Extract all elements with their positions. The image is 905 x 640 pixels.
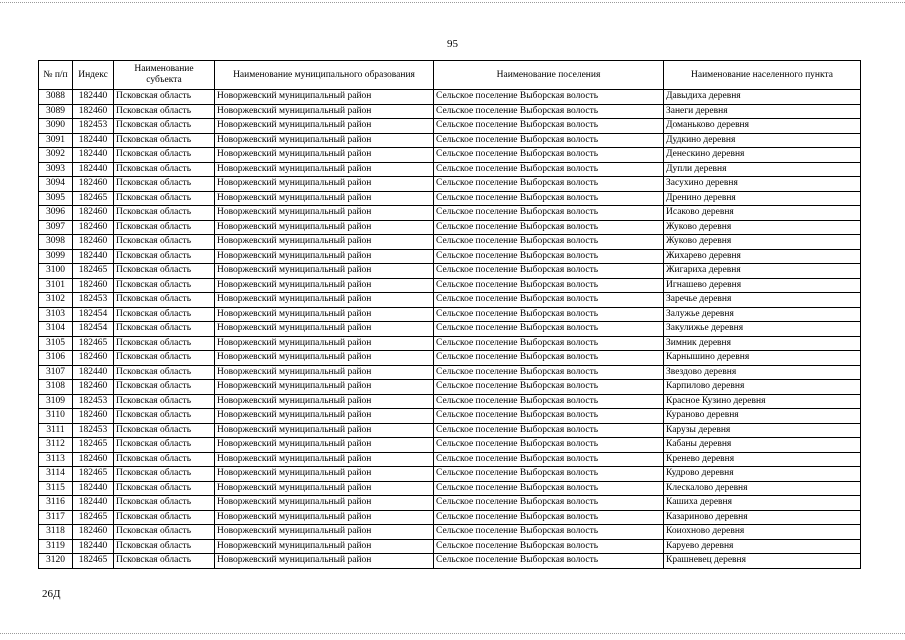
cell-subject: Псковская область [114, 365, 215, 380]
cell-locality: Зимник деревня [664, 336, 861, 351]
table-row [39, 278, 861, 293]
cell-number: 3108 [39, 380, 73, 395]
cell-settlement: Сельское поселение Выборская волость [434, 336, 664, 351]
cell-number: 3111 [39, 423, 73, 438]
cell-settlement: Сельское поселение Выборская волость [434, 554, 664, 569]
cell-locality: Денескино деревня [664, 148, 861, 163]
cell-municipality: Новоржевский муниципальный район [215, 119, 434, 134]
cell-municipality: Новоржевский муниципальный район [215, 438, 434, 453]
cell-municipality: Новоржевский муниципальный район [215, 148, 434, 163]
cell-index: 182440 [73, 148, 114, 163]
cell-subject: Псковская область [114, 554, 215, 569]
cell-settlement: Сельское поселение Выборская волость [434, 278, 664, 293]
cell-municipality: Новоржевский муниципальный район [215, 554, 434, 569]
cell-municipality: Новоржевский муниципальный район [215, 467, 434, 482]
cell-settlement: Сельское поселение Выборская волость [434, 438, 664, 453]
cell-index: 182465 [73, 554, 114, 569]
cell-number: 3103 [39, 307, 73, 322]
cell-index: 182465 [73, 467, 114, 482]
cell-index: 182460 [73, 452, 114, 467]
cell-municipality: Новоржевский муниципальный район [215, 307, 434, 322]
cell-settlement: Сельское поселение Выборская волость [434, 525, 664, 540]
cell-number: 3112 [39, 438, 73, 453]
cell-municipality: Новоржевский муниципальный район [215, 220, 434, 235]
cell-municipality: Новоржевский муниципальный район [215, 162, 434, 177]
table-row [39, 119, 861, 134]
cell-settlement: Сельское поселение Выборская волость [434, 496, 664, 511]
cell-index: 182440 [73, 249, 114, 264]
cell-settlement: Сельское поселение Выборская волость [434, 539, 664, 554]
cell-settlement: Сельское поселение Выборская волость [434, 148, 664, 163]
cell-number: 3104 [39, 322, 73, 337]
cell-number: 3096 [39, 206, 73, 221]
table-row [39, 351, 861, 366]
table-row [39, 191, 861, 206]
table-row [39, 162, 861, 177]
table-row [39, 394, 861, 409]
table-row [39, 307, 861, 322]
cell-subject: Псковская область [114, 264, 215, 279]
cell-number: 3101 [39, 278, 73, 293]
cell-locality: Засухино деревня [664, 177, 861, 192]
cell-number: 3102 [39, 293, 73, 308]
cell-settlement: Сельское поселение Выборская волость [434, 452, 664, 467]
cell-number: 3093 [39, 162, 73, 177]
cell-settlement: Сельское поселение Выборская волость [434, 467, 664, 482]
cell-settlement: Сельское поселение Выборская волость [434, 307, 664, 322]
cell-number: 3088 [39, 90, 73, 105]
cell-locality: Залужье деревня [664, 307, 861, 322]
table-row [39, 409, 861, 424]
cell-locality: Кашиха деревня [664, 496, 861, 511]
cell-municipality: Новоржевский муниципальный район [215, 539, 434, 554]
cell-locality: Жигариха деревня [664, 264, 861, 279]
cell-number: 3099 [39, 249, 73, 264]
table-row [39, 148, 861, 163]
cell-subject: Псковская область [114, 177, 215, 192]
cell-subject: Псковская область [114, 249, 215, 264]
cell-index: 182460 [73, 409, 114, 424]
cell-number: 3094 [39, 177, 73, 192]
cell-index: 182440 [73, 162, 114, 177]
page-number: 95 [447, 38, 458, 50]
cell-locality: Красное Кузино деревня [664, 394, 861, 409]
cell-number: 3098 [39, 235, 73, 250]
cell-locality: Кренево деревня [664, 452, 861, 467]
cell-locality: Дудкино деревня [664, 133, 861, 148]
cell-locality: Казариново деревня [664, 510, 861, 525]
cell-municipality: Новоржевский муниципальный район [215, 351, 434, 366]
cell-municipality: Новоржевский муниципальный район [215, 322, 434, 337]
cell-subject: Псковская область [114, 525, 215, 540]
cell-locality: Карнышино деревня [664, 351, 861, 366]
cell-municipality: Новоржевский муниципальный район [215, 249, 434, 264]
settlements-table [38, 60, 861, 569]
cell-subject: Псковская область [114, 394, 215, 409]
cell-subject: Псковская область [114, 423, 215, 438]
cell-municipality: Новоржевский муниципальный район [215, 191, 434, 206]
table-row [39, 539, 861, 554]
table-row [39, 510, 861, 525]
cell-number: 3089 [39, 104, 73, 119]
cell-settlement: Сельское поселение Выборская волость [434, 481, 664, 496]
cell-number: 3120 [39, 554, 73, 569]
cell-subject: Псковская область [114, 90, 215, 105]
cell-number: 3113 [39, 452, 73, 467]
cell-index: 182454 [73, 307, 114, 322]
cell-index: 182465 [73, 336, 114, 351]
cell-subject: Псковская область [114, 148, 215, 163]
cell-subject: Псковская область [114, 119, 215, 134]
cell-municipality: Новоржевский муниципальный район [215, 525, 434, 540]
table-row [39, 322, 861, 337]
table-row [39, 133, 861, 148]
cell-municipality: Новоржевский муниципальный район [215, 496, 434, 511]
table-row [39, 452, 861, 467]
cell-locality: Занеги деревня [664, 104, 861, 119]
cell-index: 182453 [73, 423, 114, 438]
cell-index: 182460 [73, 278, 114, 293]
header-index: Индекс [73, 61, 114, 90]
cell-locality: Карузы деревня [664, 423, 861, 438]
cell-municipality: Новоржевский муниципальный район [215, 409, 434, 424]
cell-index: 182460 [73, 235, 114, 250]
cell-locality: Заречье деревня [664, 293, 861, 308]
cell-municipality: Новоржевский муниципальный район [215, 177, 434, 192]
cell-index: 182460 [73, 380, 114, 395]
cell-subject: Псковская область [114, 467, 215, 482]
cell-number: 3118 [39, 525, 73, 540]
cell-municipality: Новоржевский муниципальный район [215, 510, 434, 525]
cell-number: 3091 [39, 133, 73, 148]
cell-subject: Псковская область [114, 162, 215, 177]
table-header [39, 61, 861, 90]
cell-subject: Псковская область [114, 133, 215, 148]
cell-settlement: Сельское поселение Выборская волость [434, 162, 664, 177]
cell-locality: Крашневец деревня [664, 554, 861, 569]
cell-number: 3092 [39, 148, 73, 163]
cell-number: 3109 [39, 394, 73, 409]
cell-settlement: Сельское поселение Выборская волость [434, 249, 664, 264]
cell-subject: Псковская область [114, 452, 215, 467]
cell-municipality: Новоржевский муниципальный район [215, 235, 434, 250]
cell-number: 3105 [39, 336, 73, 351]
cell-municipality: Новоржевский муниципальный район [215, 90, 434, 105]
table-body [39, 90, 861, 569]
cell-subject: Псковская область [114, 351, 215, 366]
cell-subject: Псковская область [114, 539, 215, 554]
cell-index: 182465 [73, 264, 114, 279]
cell-settlement: Сельское поселение Выборская волость [434, 423, 664, 438]
cell-index: 182460 [73, 351, 114, 366]
table-row [39, 438, 861, 453]
cell-settlement: Сельское поселение Выборская волость [434, 293, 664, 308]
cell-settlement: Сельское поселение Выборская волость [434, 380, 664, 395]
cell-locality: Дупли деревня [664, 162, 861, 177]
cell-index: 182440 [73, 539, 114, 554]
cell-municipality: Новоржевский муниципальный район [215, 336, 434, 351]
cell-number: 3107 [39, 365, 73, 380]
cell-locality: Звездово деревня [664, 365, 861, 380]
cell-locality: Карпилово деревня [664, 380, 861, 395]
cell-locality: Каруево деревня [664, 539, 861, 554]
cell-number: 3119 [39, 539, 73, 554]
cell-locality: Жуково деревня [664, 235, 861, 250]
cell-number: 3097 [39, 220, 73, 235]
cell-subject: Псковская область [114, 322, 215, 337]
cell-municipality: Новоржевский муниципальный район [215, 423, 434, 438]
cell-municipality: Новоржевский муниципальный район [215, 293, 434, 308]
cell-settlement: Сельское поселение Выборская волость [434, 191, 664, 206]
table-row [39, 104, 861, 119]
scan-edge-top [0, 2, 905, 3]
cell-index: 182440 [73, 481, 114, 496]
cell-subject: Псковская область [114, 409, 215, 424]
cell-settlement: Сельское поселение Выборская волость [434, 90, 664, 105]
cell-subject: Псковская область [114, 481, 215, 496]
table-row [39, 467, 861, 482]
cell-settlement: Сельское поселение Выборская волость [434, 235, 664, 250]
cell-subject: Псковская область [114, 438, 215, 453]
table-row [39, 220, 861, 235]
cell-locality: Жихарево деревня [664, 249, 861, 264]
cell-municipality: Новоржевский муниципальный район [215, 104, 434, 119]
cell-index: 182453 [73, 293, 114, 308]
cell-subject: Псковская область [114, 293, 215, 308]
cell-settlement: Сельское поселение Выборская волость [434, 206, 664, 221]
cell-locality: Жуково деревня [664, 220, 861, 235]
cell-locality: Давыдиха деревня [664, 90, 861, 105]
table-row [39, 249, 861, 264]
table-row [39, 90, 861, 105]
cell-index: 182440 [73, 365, 114, 380]
table-row [39, 206, 861, 221]
cell-number: 3115 [39, 481, 73, 496]
cell-municipality: Новоржевский муниципальный район [215, 365, 434, 380]
cell-settlement: Сельское поселение Выборская волость [434, 365, 664, 380]
cell-municipality: Новоржевский муниципальный район [215, 133, 434, 148]
table-row [39, 481, 861, 496]
table-row [39, 496, 861, 511]
cell-settlement: Сельское поселение Выборская волость [434, 133, 664, 148]
cell-index: 182440 [73, 496, 114, 511]
header-subject: Наименование субъекта [114, 61, 215, 90]
cell-index: 182440 [73, 133, 114, 148]
cell-settlement: Сельское поселение Выборская волость [434, 322, 664, 337]
table-row [39, 423, 861, 438]
cell-settlement: Сельское поселение Выборская волость [434, 394, 664, 409]
cell-settlement: Сельское поселение Выборская волость [434, 510, 664, 525]
table-row [39, 380, 861, 395]
table-row [39, 264, 861, 279]
cell-index: 182460 [73, 525, 114, 540]
table-row [39, 235, 861, 250]
footer-code: 26Д [42, 588, 61, 600]
cell-number: 3090 [39, 119, 73, 134]
header-number: № п/п [39, 61, 73, 90]
cell-subject: Псковская область [114, 307, 215, 322]
cell-number: 3116 [39, 496, 73, 511]
cell-index: 182460 [73, 104, 114, 119]
cell-settlement: Сельское поселение Выборская волость [434, 409, 664, 424]
cell-index: 182465 [73, 510, 114, 525]
table-row [39, 525, 861, 540]
cell-municipality: Новоржевский муниципальный район [215, 278, 434, 293]
header-settlement: Наименование поселения [434, 61, 664, 90]
table-row [39, 336, 861, 351]
cell-index: 182460 [73, 220, 114, 235]
cell-locality: Кудрово деревня [664, 467, 861, 482]
cell-municipality: Новоржевский муниципальный район [215, 380, 434, 395]
cell-index: 182460 [73, 206, 114, 221]
header-municipality: Наименование муниципального образования [215, 61, 434, 90]
cell-number: 3106 [39, 351, 73, 366]
cell-locality: Кураново деревня [664, 409, 861, 424]
cell-settlement: Сельское поселение Выборская волость [434, 351, 664, 366]
cell-index: 182453 [73, 394, 114, 409]
cell-subject: Псковская область [114, 191, 215, 206]
cell-municipality: Новоржевский муниципальный район [215, 264, 434, 279]
cell-settlement: Сельское поселение Выборская волость [434, 177, 664, 192]
cell-index: 182440 [73, 90, 114, 105]
scan-edge-bottom [0, 633, 905, 634]
cell-number: 3114 [39, 467, 73, 482]
cell-locality: Клескалово деревня [664, 481, 861, 496]
cell-municipality: Новоржевский муниципальный район [215, 206, 434, 221]
cell-settlement: Сельское поселение Выборская волость [434, 104, 664, 119]
table-row [39, 554, 861, 569]
cell-subject: Псковская область [114, 235, 215, 250]
cell-index: 182454 [73, 322, 114, 337]
cell-settlement: Сельское поселение Выборская волость [434, 264, 664, 279]
cell-subject: Псковская область [114, 220, 215, 235]
cell-locality: Закулижье деревня [664, 322, 861, 337]
cell-municipality: Новоржевский муниципальный район [215, 452, 434, 467]
cell-locality: Доманьково деревня [664, 119, 861, 134]
cell-locality: Игнашево деревня [664, 278, 861, 293]
header-row [39, 61, 861, 90]
cell-subject: Псковская область [114, 278, 215, 293]
cell-settlement: Сельское поселение Выборская волость [434, 119, 664, 134]
cell-locality: Исаково деревня [664, 206, 861, 221]
cell-settlement: Сельское поселение Выборская волость [434, 220, 664, 235]
cell-locality: Кабаны деревня [664, 438, 861, 453]
cell-municipality: Новоржевский муниципальный район [215, 481, 434, 496]
cell-locality: Коиохново деревня [664, 525, 861, 540]
cell-subject: Псковская область [114, 336, 215, 351]
cell-subject: Псковская область [114, 496, 215, 511]
cell-municipality: Новоржевский муниципальный район [215, 394, 434, 409]
cell-index: 182465 [73, 191, 114, 206]
header-locality: Наименование населенного пункта [664, 61, 861, 90]
cell-locality: Дренино деревня [664, 191, 861, 206]
cell-number: 3117 [39, 510, 73, 525]
cell-index: 182465 [73, 438, 114, 453]
cell-subject: Псковская область [114, 104, 215, 119]
cell-subject: Псковская область [114, 206, 215, 221]
cell-index: 182453 [73, 119, 114, 134]
cell-number: 3100 [39, 264, 73, 279]
cell-subject: Псковская область [114, 510, 215, 525]
table-row [39, 293, 861, 308]
cell-index: 182460 [73, 177, 114, 192]
table-row [39, 177, 861, 192]
cell-number: 3095 [39, 191, 73, 206]
cell-number: 3110 [39, 409, 73, 424]
table-row [39, 365, 861, 380]
cell-subject: Псковская область [114, 380, 215, 395]
